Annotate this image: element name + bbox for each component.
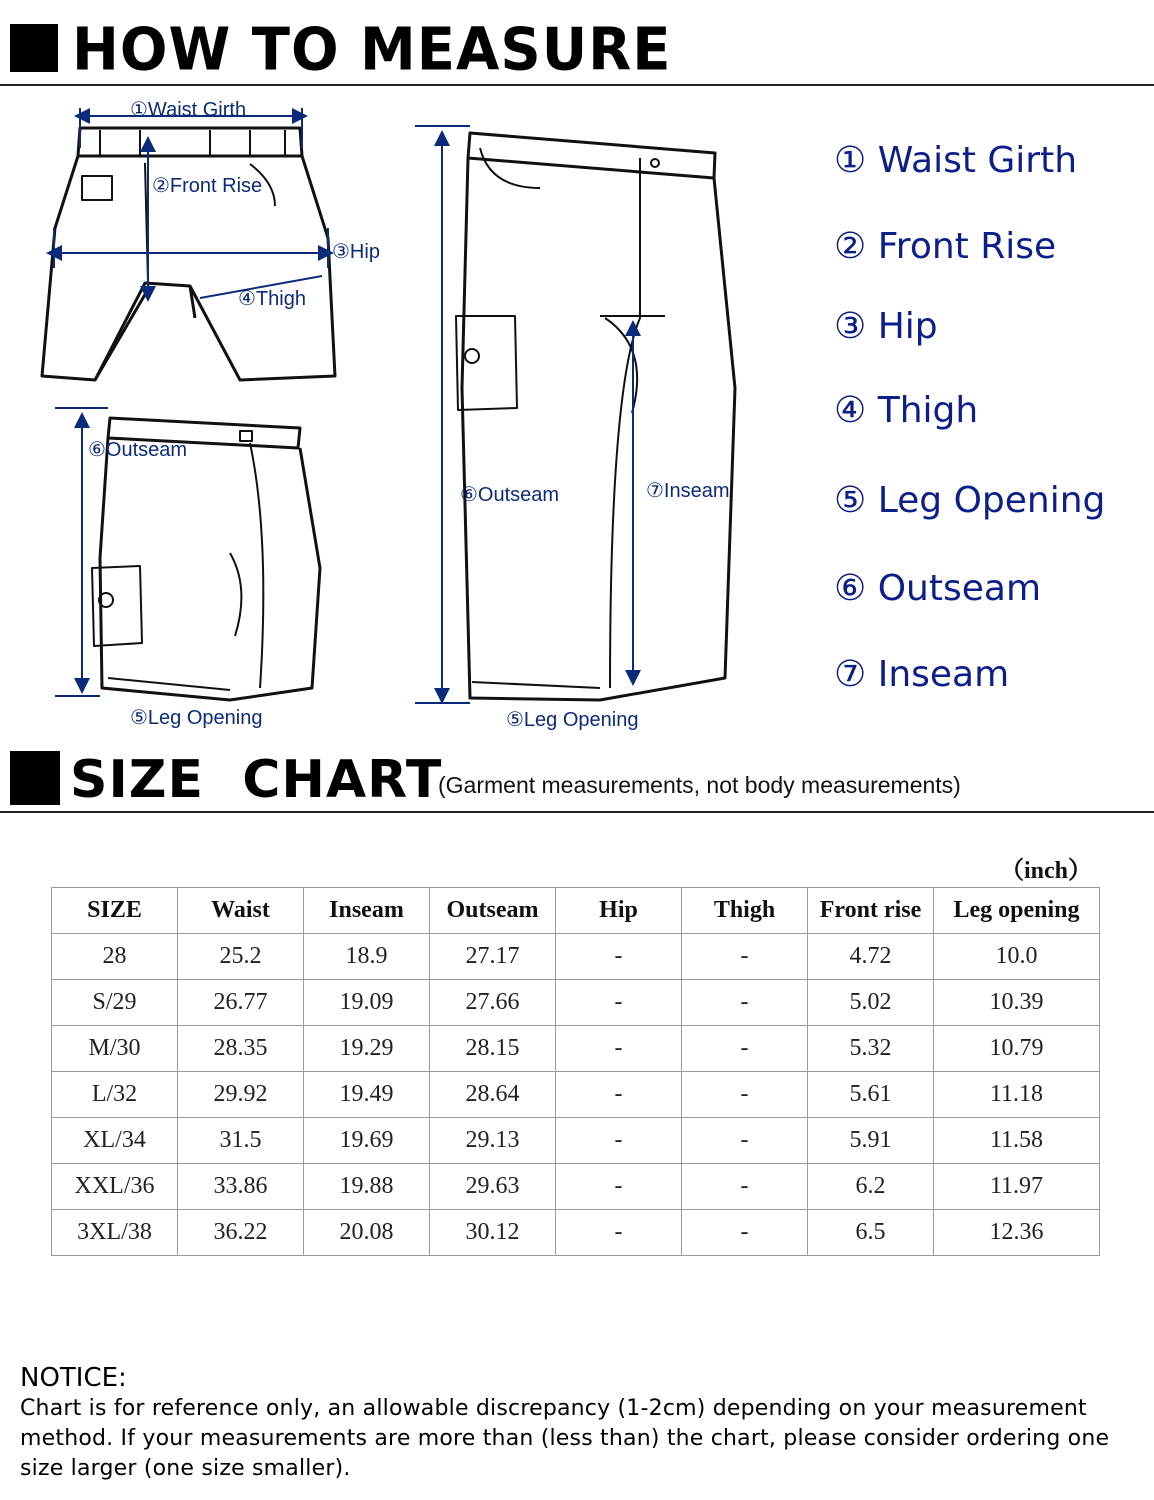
table-cell: 27.17 (430, 934, 556, 980)
legend-item: ② Front Rise (834, 226, 1057, 267)
table-cell: 11.58 (934, 1118, 1100, 1164)
how-to-measure-header (0, 0, 1154, 90)
column-header: Hip (556, 888, 682, 934)
table-cell: - (682, 1164, 808, 1210)
front-view-measure-lines (54, 108, 328, 298)
size-table (51, 887, 1100, 1256)
side-view-long-measure-lines (415, 126, 665, 703)
table-cell: - (556, 980, 682, 1026)
table-cell: - (556, 1210, 682, 1256)
size-table-body (52, 934, 1100, 1256)
table-row (52, 934, 1100, 980)
table-cell: 3XL/38 (52, 1210, 178, 1256)
label-outseam-long: ⑥Outseam (460, 484, 560, 506)
table-cell: 18.9 (304, 934, 430, 980)
table-cell: 10.79 (934, 1026, 1100, 1072)
table-cell: 29.63 (430, 1164, 556, 1210)
table-cell: 19.88 (304, 1164, 430, 1210)
table-cell: 4.72 (808, 934, 934, 980)
legend-item: ① Waist Girth (834, 140, 1078, 181)
table-row (52, 980, 1100, 1026)
label-thigh: ④Thigh (238, 288, 306, 310)
column-header: Waist (178, 888, 304, 934)
label-leg-opening-long: ⑤Leg Opening (506, 709, 639, 731)
table-cell: 5.32 (808, 1026, 934, 1072)
table-cell: 30.12 (430, 1210, 556, 1256)
table-cell: 19.69 (304, 1118, 430, 1164)
table-cell: L/32 (52, 1072, 178, 1118)
column-header: Inseam (304, 888, 430, 934)
table-cell: - (682, 1026, 808, 1072)
table-header-row (52, 888, 1100, 934)
table-cell: 11.97 (934, 1164, 1100, 1210)
column-header: Outseam (430, 888, 556, 934)
table-cell: - (682, 1072, 808, 1118)
table-cell: - (682, 1118, 808, 1164)
size-chart-title: SIZE CHART (70, 750, 443, 810)
label-leg-opening-short: ⑤Leg Opening (130, 707, 263, 729)
table-cell: XL/34 (52, 1118, 178, 1164)
table-cell: - (682, 980, 808, 1026)
table-cell: 36.22 (178, 1210, 304, 1256)
unit-label: （inch） (1000, 858, 1093, 884)
table-cell: 19.09 (304, 980, 430, 1026)
column-header: SIZE (52, 888, 178, 934)
legend-item: ④ Thigh (834, 390, 979, 431)
label-outseam-short: ⑥Outseam (88, 439, 188, 461)
label-inseam-long: ⑦Inseam (646, 480, 730, 502)
table-cell: 28.15 (430, 1026, 556, 1072)
table-cell: 28.35 (178, 1026, 304, 1072)
column-header: Thigh (682, 888, 808, 934)
table-row (52, 1026, 1100, 1072)
table-cell: 28 (52, 934, 178, 980)
table-cell: 29.13 (430, 1118, 556, 1164)
table-cell: 11.18 (934, 1072, 1100, 1118)
legend-item: ③ Hip (834, 306, 938, 347)
table-cell: 10.0 (934, 934, 1100, 980)
table-row (52, 1210, 1100, 1256)
table-cell: - (556, 1118, 682, 1164)
table-cell: 6.2 (808, 1164, 934, 1210)
table-row (52, 1164, 1100, 1210)
square-bullet-icon (10, 751, 60, 805)
table-cell: - (556, 1164, 682, 1210)
table-cell: 5.91 (808, 1118, 934, 1164)
table-cell: - (556, 1072, 682, 1118)
table-cell: 20.08 (304, 1210, 430, 1256)
table-cell: 31.5 (178, 1118, 304, 1164)
table-cell: M/30 (52, 1026, 178, 1072)
table-cell: - (556, 934, 682, 980)
square-bullet-icon (10, 24, 58, 72)
table-cell: 33.86 (178, 1164, 304, 1210)
table-cell: XXL/36 (52, 1164, 178, 1210)
table-cell: 5.02 (808, 980, 934, 1026)
notice-title: NOTICE: (20, 1363, 127, 1393)
measurement-diagram (0, 88, 800, 738)
table-cell: S/29 (52, 980, 178, 1026)
table-row (52, 1118, 1100, 1164)
notice-body: Chart is for reference only, an allowable discrepancy (1-2cm) depending on your measurement method. If your measurements are more than (less than) the chart, please consider ordering one size larger (one size smaller). (20, 1396, 1110, 1481)
notice-block (20, 1362, 1145, 1484)
header-divider (0, 84, 1154, 86)
table-cell: 26.77 (178, 980, 304, 1026)
label-hip: ③Hip (332, 241, 380, 263)
label-waist-girth: ①Waist Girth (130, 99, 247, 121)
table-row (52, 1072, 1100, 1118)
table-cell: 19.29 (304, 1026, 430, 1072)
table-cell: 12.36 (934, 1210, 1100, 1256)
table-cell: 19.49 (304, 1072, 430, 1118)
legend-item: ⑤ Leg Opening (834, 480, 1106, 521)
table-cell: - (682, 1210, 808, 1256)
table-cell: 28.64 (430, 1072, 556, 1118)
table-cell: 10.39 (934, 980, 1100, 1026)
column-header: Front rise (808, 888, 934, 934)
table-cell: 29.92 (178, 1072, 304, 1118)
table-cell: - (556, 1026, 682, 1072)
legend-item: ⑦ Inseam (834, 654, 1010, 695)
side-view-long-shorts (456, 133, 735, 700)
table-cell: - (682, 934, 808, 980)
table-cell: 25.2 (178, 934, 304, 980)
label-front-rise: ②Front Rise (152, 175, 263, 197)
legend-item: ⑥ Outseam (834, 568, 1042, 609)
table-cell: 5.61 (808, 1072, 934, 1118)
table-cell: 6.5 (808, 1210, 934, 1256)
size-chart-subtitle: (Garment measurements, not body measurements) (438, 772, 961, 798)
column-header: Leg opening (934, 888, 1100, 934)
size-chart-header (0, 745, 1154, 815)
how-to-measure-title: HOW TO MEASURE (72, 16, 672, 85)
table-cell: 27.66 (430, 980, 556, 1026)
header-divider (0, 811, 1154, 813)
